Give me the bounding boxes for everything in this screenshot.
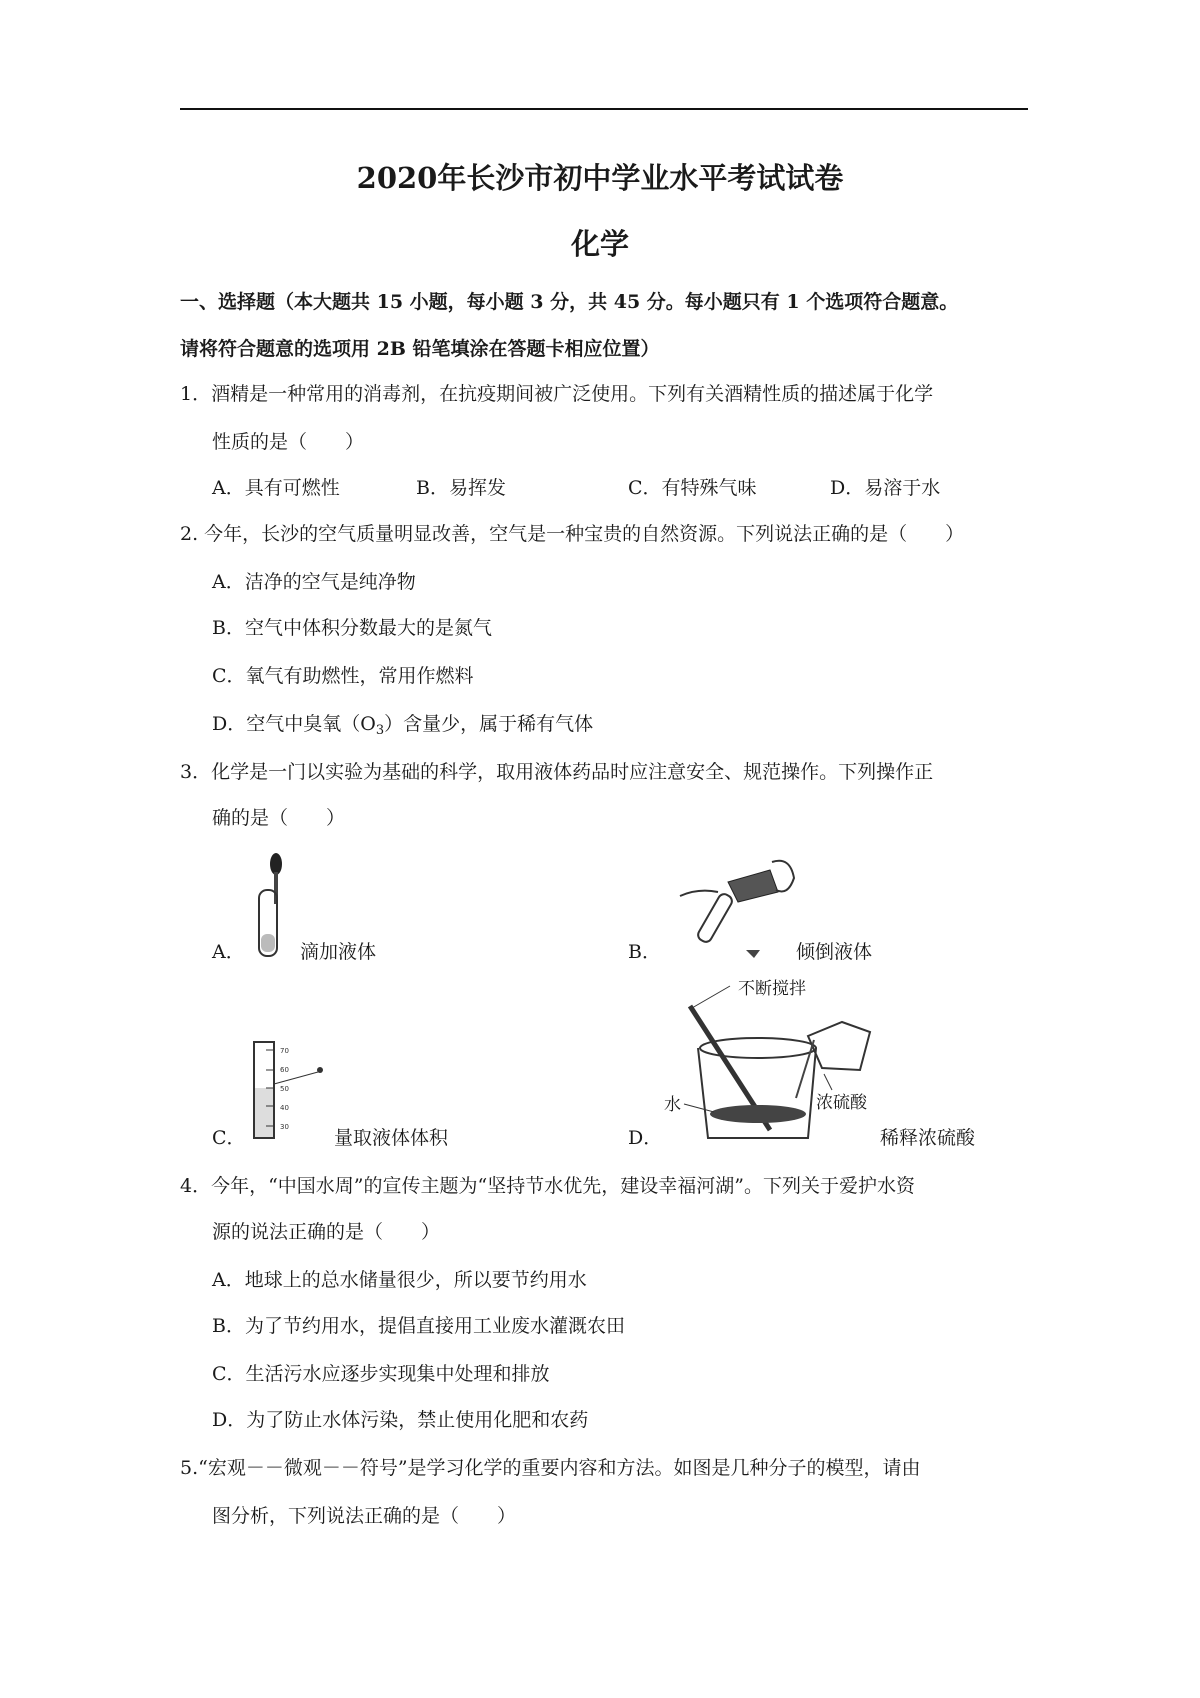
q1-option-a: A．具有可燃性: [212, 477, 340, 499]
q3-option-d-letter: D．: [628, 1127, 663, 1149]
q2-option-d-post: ）含量少，属于稀有气体: [384, 713, 594, 735]
q3-figure-d-dilution: [664, 978, 884, 1148]
exam-subject: 化学: [570, 227, 629, 261]
header-rule: [180, 108, 1028, 110]
q3-option-c-letter: C．: [212, 1127, 246, 1149]
q3-figure-b-pouring: [668, 852, 798, 962]
q4-option-a: A．地球上的总水储量很少，所以要节约用水: [212, 1269, 587, 1291]
scale-tick-label: 40: [280, 1104, 289, 1112]
section-heading-line1: 一、选择题（本大题共 15 小题，每小题 3 分，共 45 分。每小题只有 1 个选项符合题意。: [180, 291, 959, 313]
q3-figure-c-cylinder: [244, 1040, 334, 1140]
q1-option-b: B．易挥发: [416, 477, 506, 499]
q5-stem-line1: 5.“宏观－－微观－－符号”是学习化学的重要内容和方法。如图是几种分子的模型，请由: [180, 1457, 921, 1479]
q3-option-a-letter: A．: [212, 941, 245, 963]
q3-option-d-text: 稀释浓硫酸: [880, 1127, 976, 1149]
q3-stem-line2: 确的是（ ）: [212, 807, 346, 829]
q4-option-b: B．为了节约用水，提倡直接用工业废水灌溉农田: [212, 1315, 625, 1337]
q2-stem: 2. 今年，长沙的空气质量明显改善，空气是一种宝贵的自然资源。下列说法正确的是（ ）: [180, 523, 965, 545]
q2-option-d-pre: D．空气中臭氧（O: [212, 713, 376, 735]
q3-option-c-text: 量取液体体积: [334, 1127, 449, 1149]
scale-tick-label: 50: [280, 1085, 289, 1093]
q1-stem-line1: 1．酒精是一种常用的消毒剂，在抗疫期间被广泛使用。下列有关酒精性质的描述属于化学: [180, 383, 934, 405]
q2-option-d-subscript: 3: [375, 723, 385, 738]
q1-option-c: C．有特殊气味: [628, 477, 757, 499]
q4-stem-line1: 4．今年，“中国水周”的宣传主题为“坚持节水优先，建设幸福河湖”。下列关于爱护水资: [180, 1175, 915, 1197]
q4-option-c: C．生活污水应逐步实现集中处理和排放: [212, 1363, 550, 1385]
scale-tick-label: 70: [280, 1047, 289, 1055]
q1-option-d: D．易溶于水: [830, 477, 941, 499]
q3-figure-c-scale: [280, 1042, 289, 1137]
q4-option-d: D．为了防止水体污染，禁止使用化肥和农药: [212, 1409, 589, 1431]
q3-figure-d-label-water: 水: [664, 1095, 681, 1115]
scale-tick-label: 60: [280, 1066, 289, 1074]
q2-option-d: [212, 710, 593, 745]
q5-stem-line2: 图分析，下列说法正确的是（ ）: [212, 1505, 517, 1527]
exam-title: 2020年长沙市初中学业水平考试试卷: [356, 161, 844, 195]
q1-stem-line2: 性质的是（ ）: [212, 431, 365, 453]
q3-option-b-letter: B．: [628, 941, 661, 963]
q3-figure-d-label-acid: 浓硫酸: [816, 1093, 867, 1113]
scale-tick-label: 30: [280, 1123, 289, 1131]
q3-option-a-text: 滴加液体: [300, 941, 377, 963]
q2-option-a: A．洁净的空气是纯净物: [212, 571, 416, 593]
q3-option-b-text: 倾倒液体: [796, 941, 873, 963]
q3-stem-line1: 3．化学是一门以实验为基础的科学，取用液体药品时应注意安全、规范操作。下列操作正: [180, 761, 934, 783]
q3-figure-a-dropper: [250, 850, 300, 960]
q4-stem-line2: 源的说法正确的是（ ）: [212, 1221, 441, 1243]
q3-figure-d-label-stir: 不断搅拌: [738, 979, 806, 999]
section-heading-line2: 请将符合题意的选项用 2B 铅笔填涂在答题卡相应位置）: [180, 338, 660, 360]
q2-option-b: B．空气中体积分数最大的是氮气: [212, 617, 492, 639]
q2-option-c: C．氧气有助燃性，常用作燃料: [212, 665, 474, 687]
